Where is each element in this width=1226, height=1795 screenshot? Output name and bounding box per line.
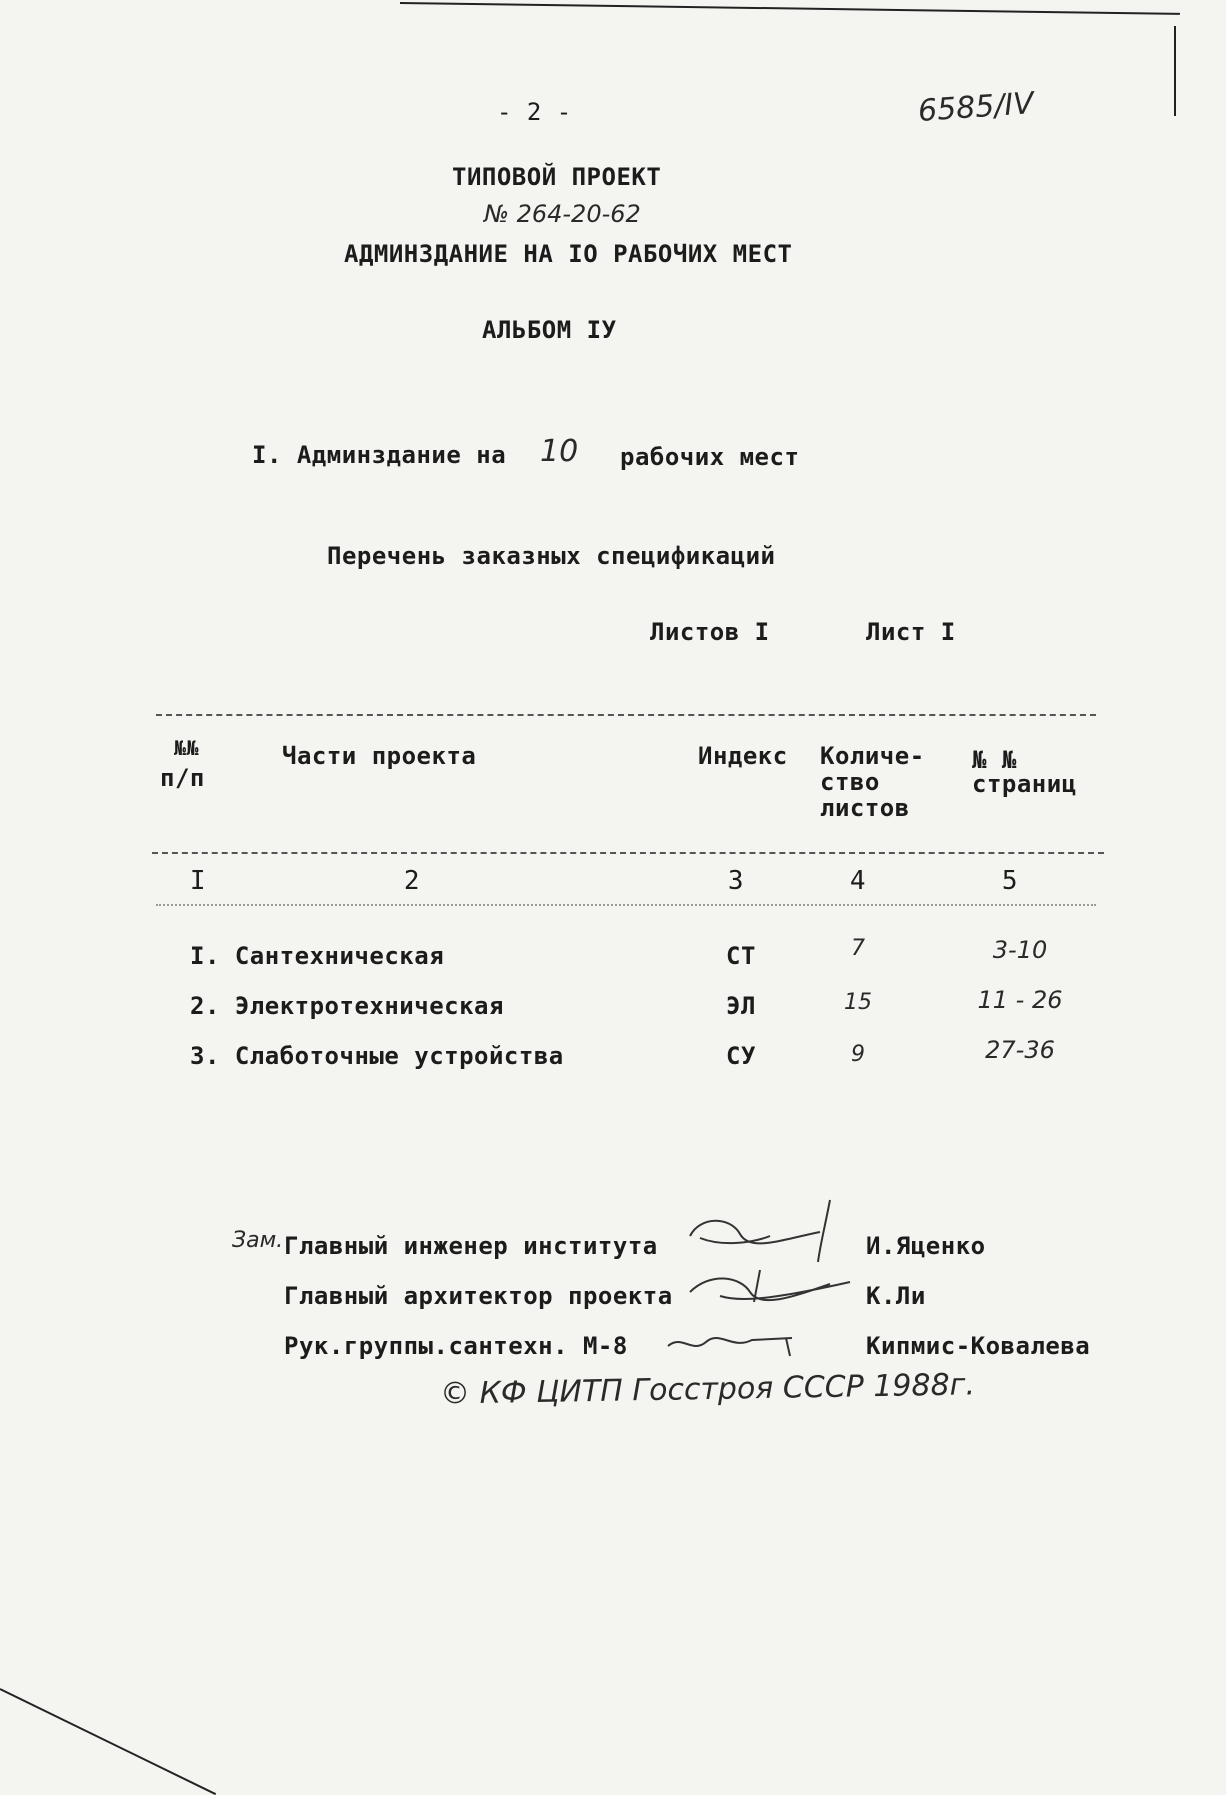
header-pages-line1: № № (972, 746, 1017, 774)
col-number-3: 3 (727, 866, 745, 896)
signature-scribble-icon (680, 1196, 860, 1266)
signature-role: Главный инженер института (284, 1232, 658, 1260)
header-index: Индекс (698, 742, 788, 770)
header-bottom-rule (152, 852, 1104, 854)
row-name: I. Сантехническая (190, 942, 445, 970)
copyright-note: © КФ ЦИТП Госстроя СССР 1988г. (439, 1367, 976, 1412)
row-pages: 27-36 (985, 1036, 1055, 1064)
row-index: ЭЛ (726, 992, 756, 1020)
signature-role: Рук.группы.сантехн. М-8 (284, 1332, 628, 1360)
section-suffix: рабочих мест (620, 443, 800, 471)
row-pages: 11 - 26 (977, 986, 1063, 1014)
header-building-title: АДМИНЗДАНИЕ НА IO РАБОЧИХ МЕСТ (344, 240, 793, 268)
archive-number: 6585/IV (916, 86, 1035, 129)
sheets-total: Листов I (650, 618, 770, 646)
header-qty-line3: листов (820, 794, 910, 822)
signature-role: Главный архитектор проекта (284, 1282, 673, 1310)
row-name: 2. Электротехническая (190, 992, 504, 1020)
header-project-number: № 264-20-62 (484, 200, 641, 228)
signature-name: Кипмис-Ковалева (866, 1332, 1091, 1360)
list-title: Перечень заказных спецификаций (327, 542, 776, 570)
col-number-2: 2 (403, 866, 421, 896)
section-prefix: I. Админздание на (252, 441, 507, 469)
table-top-rule (156, 714, 1096, 716)
row-pages: 3-10 (992, 936, 1048, 964)
header-album: АЛЬБОМ IУ (482, 316, 617, 344)
signature-name: И.Яценко (866, 1232, 986, 1260)
page-number: - 2 - (497, 98, 572, 126)
row-qty: 15 (844, 990, 872, 1015)
row-qty: 9 (851, 1042, 865, 1067)
header-type-project: ТИПОВОЙ ПРОЕКТ (452, 163, 662, 191)
col-number-rule (156, 904, 1096, 906)
right-scan-edge (1174, 26, 1176, 116)
row-index: СУ (726, 1042, 756, 1070)
row-qty: 7 (851, 936, 865, 961)
bottom-left-scan-edge (0, 1688, 216, 1795)
col-number-1: I (189, 866, 207, 896)
signature-prefix: Зам. (232, 1228, 284, 1253)
signature-scribble-icon (680, 1262, 860, 1312)
header-qty-line1: Количе- (820, 742, 925, 770)
header-parts: Части проекта (282, 742, 477, 770)
row-index: СТ (726, 942, 756, 970)
col-number-4: 4 (849, 866, 867, 896)
row-name: 3. Слаботочные устройства (190, 1042, 564, 1070)
signature-scribble-icon (662, 1326, 802, 1362)
section-count: 10 (540, 434, 579, 469)
sheets-current: Лист I (866, 618, 956, 646)
header-num-line2: п/п (160, 764, 205, 792)
header-num-line1: №№ (174, 736, 200, 760)
header-qty-line2: ство (820, 768, 880, 796)
col-number-5: 5 (1001, 866, 1019, 896)
top-scan-edge (400, 2, 1180, 15)
signature-name: К.Ли (866, 1282, 926, 1310)
header-pages-line2: страниц (972, 770, 1077, 798)
